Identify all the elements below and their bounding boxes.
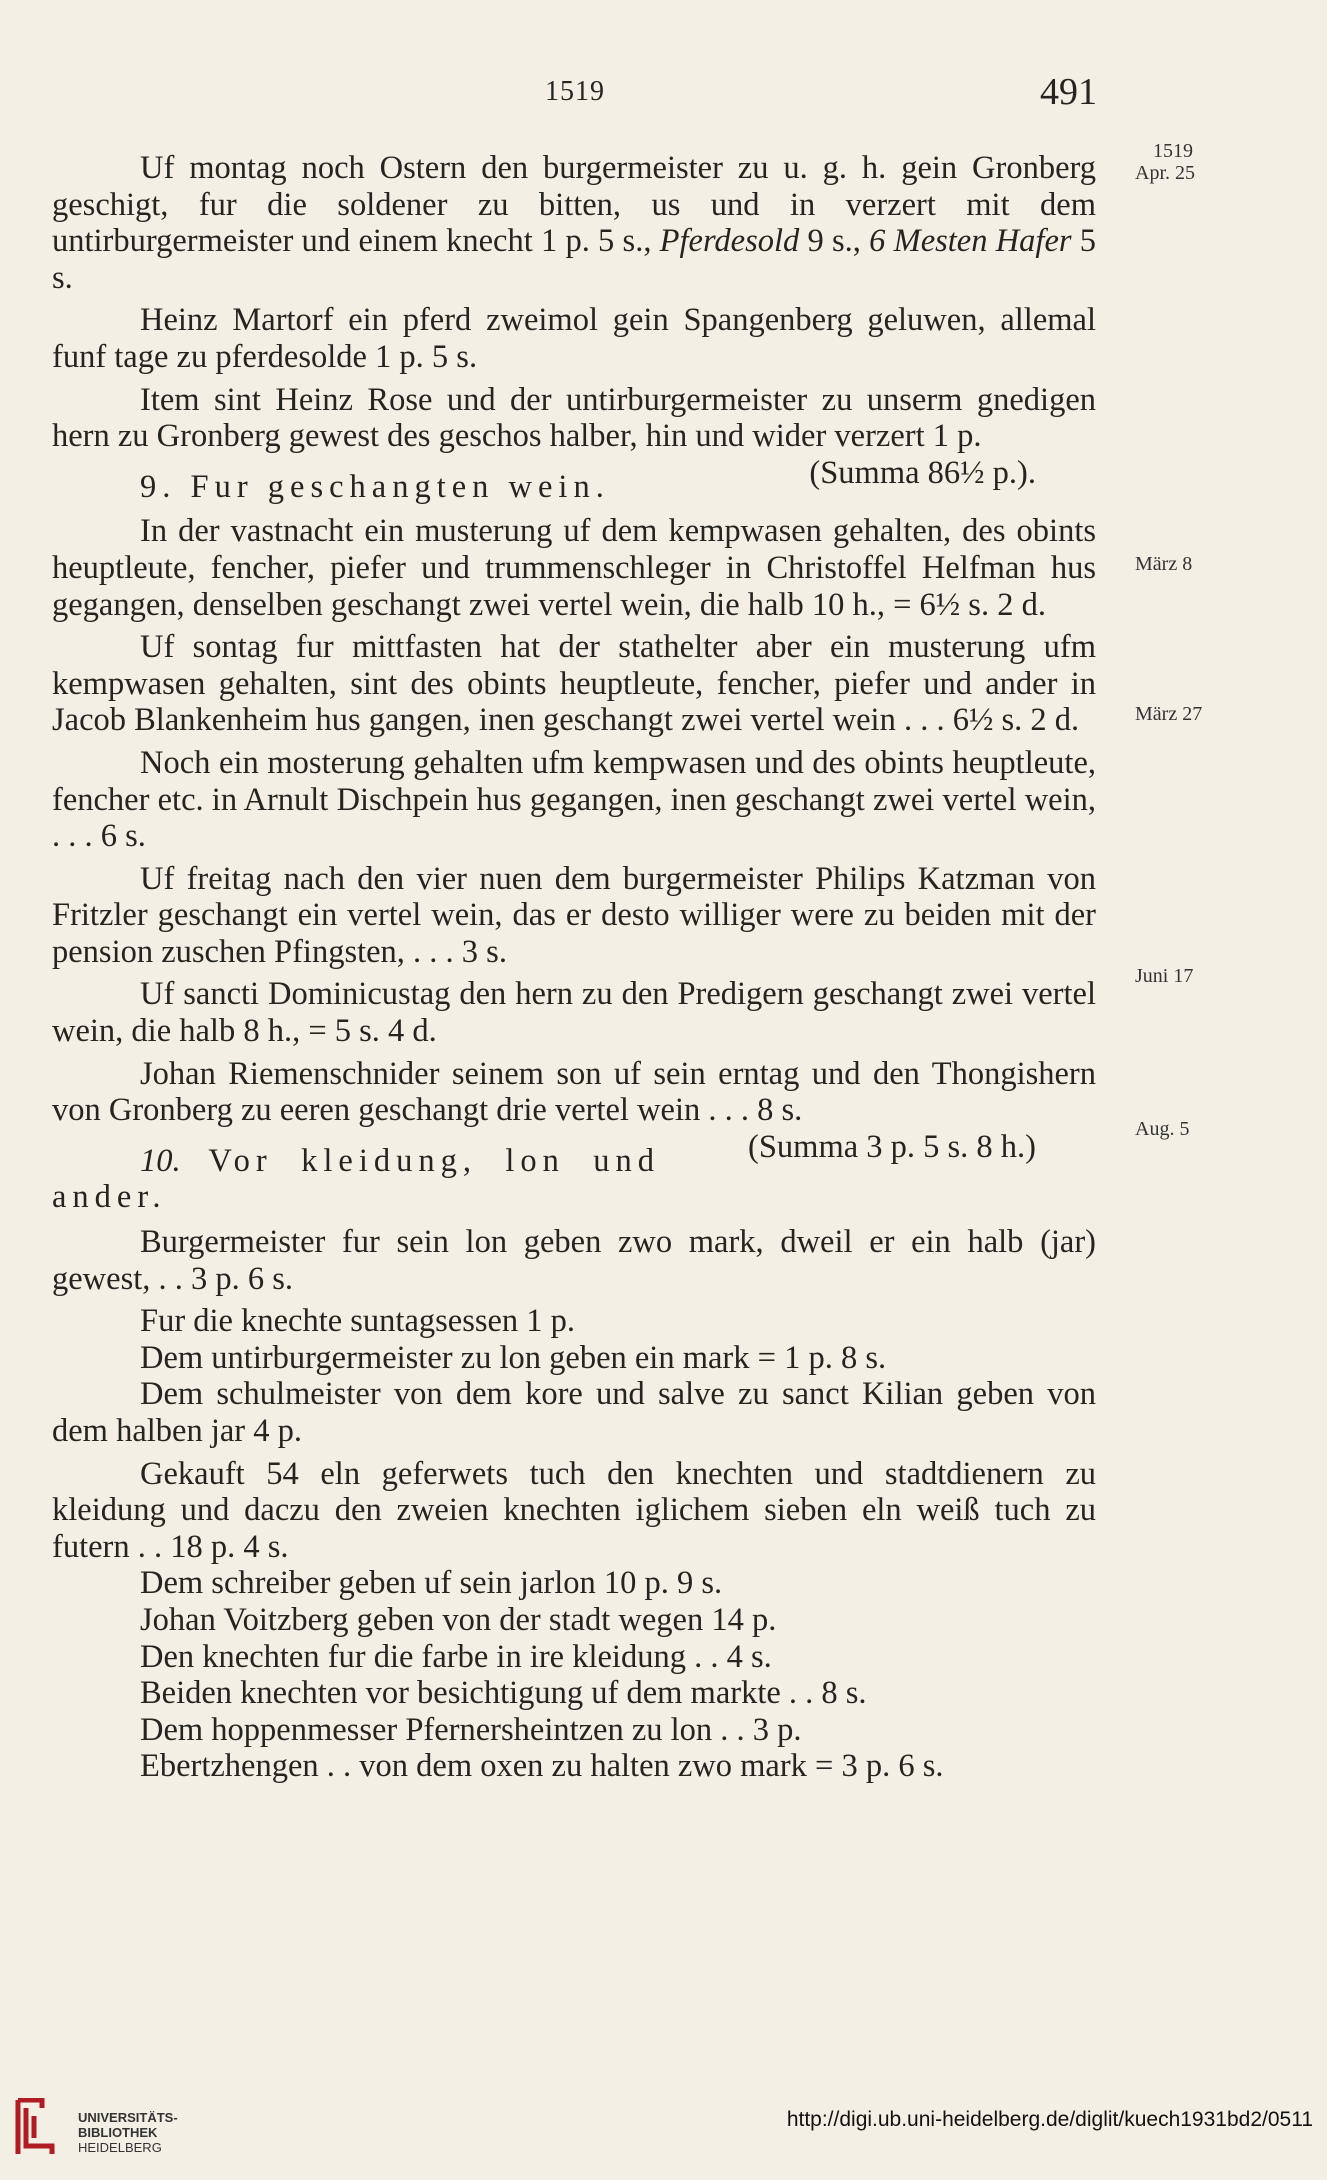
paragraph: [52, 150, 1096, 296]
paragraph-text: 5 s.: [52, 223, 1097, 296]
summa: (Summa 3 p. 5 s. 8 h.): [748, 1128, 1036, 1165]
library-name: [78, 2110, 178, 2155]
source-url[interactable]: http://digi.ub.uni-heidelberg.de/diglit/kuech1931bd2/0511: [786, 2108, 1313, 2131]
library-name-line: HEIDELBERG: [78, 2140, 162, 2155]
margin-note-date: März 27: [1135, 703, 1203, 725]
paragraph: Uf freitag nach den vier nuen dem burgermeister Philips Katzman von Fritzler geschangt ein vertel wein, das er desto williger were zu beiden mit der pension zuschen Pfingsten, . . . 3 s.: [52, 860, 1096, 970]
library-logo-icon: [12, 2098, 60, 2156]
paragraph: Dem hoppenmesser Pfernersheintzen zu lon . . 3 p.: [140, 1711, 802, 1748]
summa: (Summa 86½ p.).: [809, 454, 1036, 491]
paragraph: Dem untirburgermeister zu lon geben ein mark = 1 p. 8 s.: [140, 1339, 887, 1376]
paragraph: Burgermeister fur sein lon geben zwo mark, dweil er ein halb (jar) gewest, . . 3 p. 6 s.: [52, 1224, 1096, 1297]
paragraph-text: 9 s.,: [807, 223, 861, 260]
paragraph: Johan Voitzberg geben von der stadt wegen 14 p.: [140, 1601, 777, 1638]
paragraph: Dem schulmeister von dem kore und salve zu sanct Kilian geben von dem halben jar 4 p.: [52, 1376, 1096, 1449]
body-text: [52, 150, 1096, 1791]
page-header: [0, 70, 1327, 120]
paragraph: Uf sancti Dominicustag den hern zu den Predigern geschangt zwei vertel wein, die halb 8 h., = 5 s. 4 d.: [52, 976, 1096, 1050]
margin-note-year: 1519: [1153, 140, 1193, 162]
paragraph: Beiden knechten vor besichtigung uf dem markte . . 8 s.: [140, 1675, 867, 1712]
margin-note-date: Juni 17: [1135, 965, 1194, 987]
paragraph: Dem schreiber geben uf sein jarlon 10 p. 9 s.: [140, 1565, 723, 1602]
paragraph: Ebertzhengen . . von dem oxen zu halten zwo mark = 3 p. 6 s.: [140, 1748, 944, 1785]
margin-note-date: [1135, 140, 1255, 184]
page-number: 491: [1040, 71, 1097, 113]
paragraph: Den knechten fur die farbe in ire kleidung . . 4 s.: [140, 1638, 772, 1675]
margin-note-date: Aug. 5: [1135, 1118, 1190, 1140]
italic-term: 6 Mesten Hafer: [869, 223, 1072, 260]
paragraph: Uf sontag fur mittfasten hat der stathelter aber ein musterung ufm kempwasen gehalten, sint des obints heuptleute, fencher, piefer und ander in Jacob Blankenheim hus gangen, inen geschangt zwei vertel wein . . . 6½ s. 2 d.: [52, 629, 1096, 739]
paragraph: Fur die knechte suntagsessen 1 p.: [140, 1303, 576, 1340]
paragraph-text: Item sint Heinz Rose und der untirburgermeister zu unserm gnedigen hern zu Gronberg gewest des geschos halber, hin und wider verzert 1 p.: [52, 381, 1096, 455]
margin-note-day: Apr. 25: [1135, 162, 1195, 184]
section-number: 10.: [140, 1142, 181, 1179]
library-name-line: UNIVERSITÄTS-: [78, 2110, 178, 2125]
paragraph-text: Johan Riemenschnider seinem son uf sein erntag und den Thongishern von Gronberg zu eeren geschangt drie vertel wein . . . 8 s.: [52, 1055, 1096, 1129]
section-title-text: Vor kleidung, lon und ander.: [52, 1142, 661, 1216]
paragraph-text: Uf montag noch Ostern den burgermeister zu u. g. h. gein Gronberg geschigt, fur die soldener zu bitten, us und in verzert mit dem untirburgermeister und einem knecht 1 p. 5 s.,: [52, 150, 1096, 260]
section-title: 9. Fur geschangten wein.: [140, 468, 610, 505]
margin-note-date: März 8: [1135, 553, 1193, 575]
library-name-line: BIBLIOTHEK: [78, 2125, 158, 2140]
paragraph: Heinz Martorf ein pferd zweimol gein Spangenberg geluwen, allemal funf tage zu pferdesolde 1 p. 5 s.: [52, 302, 1096, 375]
paragraph: Gekauft 54 eln geferwets tuch den knechten und stadtdienern zu kleidung und daczu den zweien knechten iglichem sieben eln weiß tuch zu futern . . 18 p. 4 s.: [52, 1455, 1096, 1565]
paragraph: In der vastnacht ein musterung uf dem kempwasen gehalten, des obints heuptleute, fencher, piefer und trummenschleger in Christoffel Helfman hus gegangen, denselben geschangt zwei vertel wein, die halb 10 h., = 6½ s. 2 d.: [52, 513, 1096, 623]
paragraph: Noch ein mosterung gehalten ufm kempwasen und des obints heuptleute, fencher etc. in Arnult Dischpein hus gegangen, inen geschangt zwei vertel wein, . . . 6 s.: [52, 744, 1096, 855]
header-year: 1519: [545, 76, 605, 107]
italic-term: Pferdesold: [659, 223, 800, 260]
